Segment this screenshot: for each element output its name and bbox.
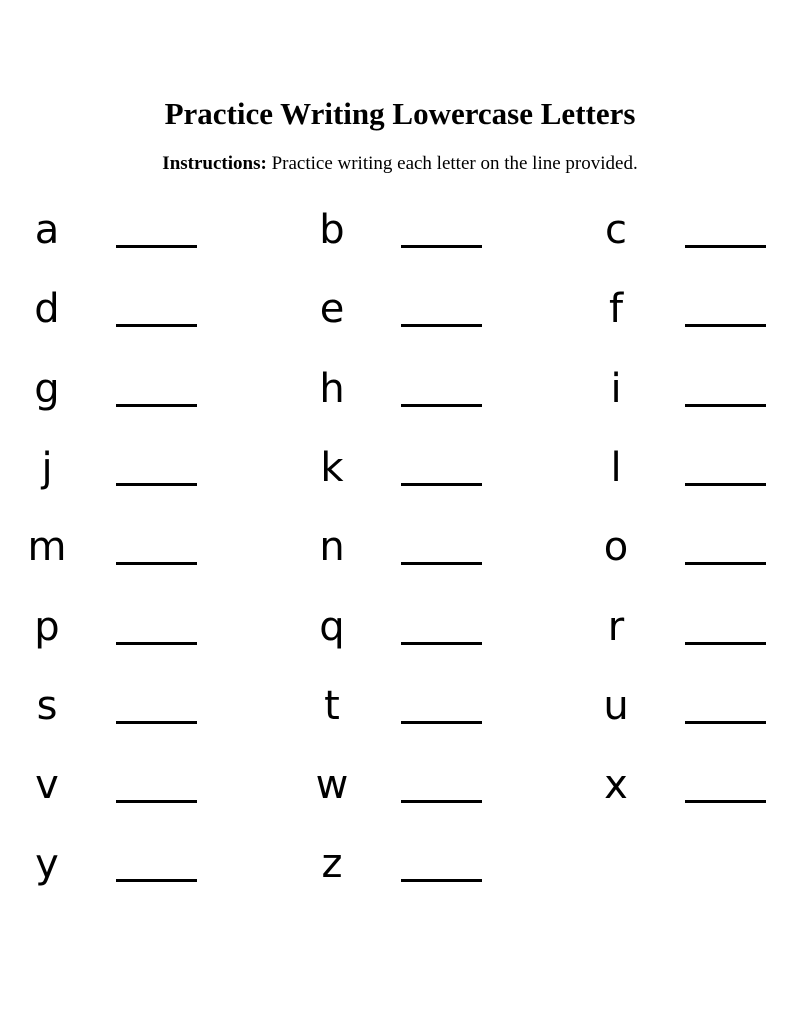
letter-glyph: p	[34, 604, 60, 650]
letter-item	[22, 517, 282, 577]
letter-item	[307, 517, 567, 577]
letter-item	[307, 200, 567, 260]
letter-item	[591, 359, 800, 419]
writing-line[interactable]	[116, 721, 197, 724]
letter-glyph: x	[604, 762, 628, 808]
writing-line[interactable]	[116, 483, 197, 486]
letter-item	[307, 279, 567, 339]
letter-glyph: v	[35, 762, 59, 808]
letter-item	[22, 597, 282, 657]
letter-glyph: s	[36, 683, 58, 729]
letter-item	[591, 676, 800, 736]
letter-item	[591, 279, 800, 339]
writing-line[interactable]	[685, 245, 766, 248]
writing-line[interactable]	[116, 642, 197, 645]
letter-item	[22, 755, 282, 815]
letter-glyph: z	[321, 841, 343, 887]
worksheet-title: Practice Writing Lowercase Letters	[164, 96, 636, 131]
letter-item	[307, 359, 567, 419]
letter-glyph: n	[319, 524, 345, 570]
letter-glyph: a	[34, 207, 60, 253]
letter-glyph: b	[319, 207, 345, 253]
letter-glyph: l	[610, 445, 622, 491]
letter-item	[591, 200, 800, 260]
writing-line[interactable]	[685, 562, 766, 565]
letter-glyph: t	[324, 683, 340, 729]
writing-line[interactable]	[116, 245, 197, 248]
writing-line[interactable]	[116, 324, 197, 327]
writing-line[interactable]	[401, 721, 482, 724]
letter-item	[591, 517, 800, 577]
writing-line[interactable]	[685, 800, 766, 803]
writing-line[interactable]	[685, 404, 766, 407]
letter-glyph: w	[315, 762, 349, 808]
letter-item	[307, 597, 567, 657]
letter-item	[307, 755, 567, 815]
letter-glyph: r	[607, 604, 625, 650]
writing-line[interactable]	[401, 800, 482, 803]
writing-line[interactable]	[401, 562, 482, 565]
letter-glyph: e	[319, 286, 345, 332]
writing-line[interactable]	[401, 642, 482, 645]
writing-line[interactable]	[685, 483, 766, 486]
letter-glyph: j	[41, 445, 53, 491]
writing-line[interactable]	[685, 324, 766, 327]
writing-line[interactable]	[685, 642, 766, 645]
writing-line[interactable]	[685, 721, 766, 724]
letter-item	[307, 676, 567, 736]
writing-line[interactable]	[401, 245, 482, 248]
letter-item	[22, 438, 282, 498]
letter-item	[22, 834, 282, 894]
letter-item	[22, 359, 282, 419]
letter-glyph: u	[603, 683, 629, 729]
writing-line[interactable]	[401, 404, 482, 407]
letter-item	[591, 755, 800, 815]
letter-item	[307, 834, 567, 894]
letter-item	[22, 279, 282, 339]
letter-glyph: g	[34, 366, 60, 412]
letter-glyph: c	[605, 207, 627, 253]
letter-glyph: h	[319, 366, 345, 412]
instructions-label: Instructions:	[162, 153, 267, 174]
letter-glyph: m	[27, 524, 67, 570]
writing-line[interactable]	[116, 404, 197, 407]
letter-glyph: y	[35, 841, 59, 887]
letter-glyph: f	[608, 286, 624, 332]
letter-glyph: o	[603, 524, 629, 570]
writing-line[interactable]	[116, 800, 197, 803]
letter-glyph: k	[320, 445, 344, 491]
writing-line[interactable]	[116, 879, 197, 882]
instructions-text: Practice writing each letter on the line provided.	[266, 153, 638, 174]
letter-item	[591, 438, 800, 498]
letter-glyph: i	[610, 366, 622, 412]
writing-line[interactable]	[116, 562, 197, 565]
writing-line[interactable]	[401, 879, 482, 882]
letter-item	[22, 200, 282, 260]
writing-line[interactable]	[401, 483, 482, 486]
letter-item	[22, 676, 282, 736]
writing-line[interactable]	[401, 324, 482, 327]
letter-item	[307, 438, 567, 498]
letter-item	[591, 597, 800, 657]
letter-glyph: d	[34, 286, 60, 332]
letter-glyph: q	[319, 604, 345, 650]
